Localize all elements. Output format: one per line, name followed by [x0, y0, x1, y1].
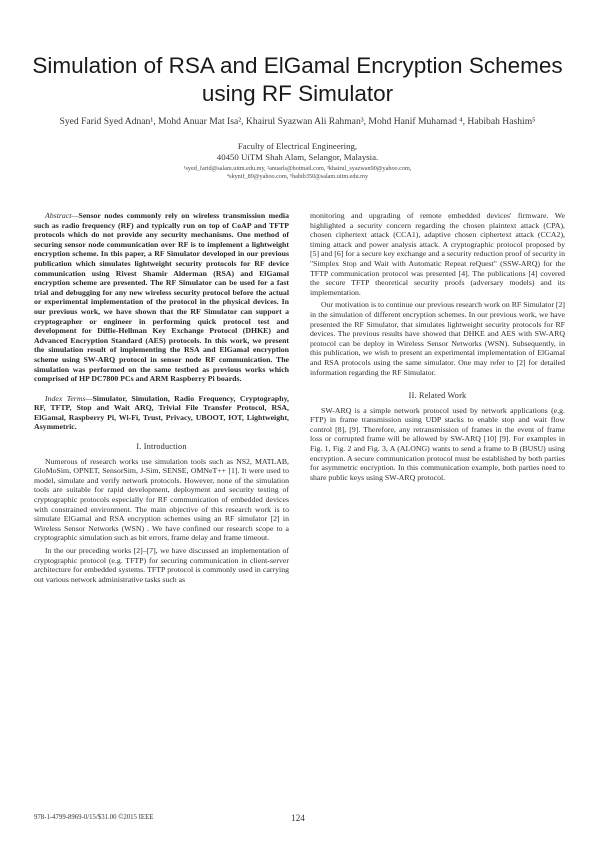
- author-emails: [22, 165, 573, 181]
- emails-line-1: ¹syed_farid@salam.uitm.edu.my, ²anuarls@hotmail.com, ³khairul_syazwan90@yahoo.com,: [183, 165, 412, 172]
- page-number: 124: [291, 813, 305, 823]
- index-terms: [34, 394, 289, 432]
- affiliation: [22, 141, 573, 163]
- abstract-label: Abstract—: [45, 211, 79, 220]
- paper-title: Simulation of RSA and ElGamal Encryption Schemes using RF Simulator: [32, 53, 563, 106]
- section-heading-related-work: II. Related Work: [408, 391, 467, 401]
- intro-paragraph-3: monitoring and upgrading of remote embedded devices' firmware. We highlighted a security concern regarding the chosen plaintext attack (CPA), chosen ciphertext attack (CCA1), adaptive chosen ciphertext attack (CCA2), timing attack and power analysis attack. A cryptographic protocol proposed by [5] and [6] for a secure key exchange and a security reduction proof of security in "Simplex Stop and Wait with Automatic Repeat reQuest" (SSW-ARQ) for the TFTP communication protocol was presented [4]. The publications [4] covered the secure TFTP theoretical security proofs (adversary models) and its implementation.: [310, 211, 565, 297]
- abstract-text: Sensor nodes commonly rely on wireless transmission media such as radio frequency (RF) and typically run on top of CoAP and TFTP protocols which do not provide any security mechanisms. One method of securing sensor node communication over RF is to implement a lightweight encryption scheme. In this paper, a RF Simulator developed in our previous publication which simulates lightweight security protocols for RF device communication using Rivest Shamir Alderman (RSA) and ElGamal encryption scheme are presented. The RF Simulator can be used for a fast trial and debugging for any new wireless security protocol before the actual or experimental implementation of the protocol in the physical devices. In our previous work, we have shown that the RF Simulator can support a cryptographer or engineer in performing quick protocol test and development for Diffie-Hellman Key Exchange Protocol (DHKE) and Advanced Encryption Standard (AES) protocols. In this work, we present the simulation result of implementing the RSA and ElGamal encryption scheme using SW-ARQ protocol in sensor node RF communication. The simulation was performed on the same testbed as previous works which comprised of HP DC7800 PCs and ARM Raspberry Pi boards.: [34, 211, 289, 384]
- related-work-paragraph-1: SW-ARQ is a simple network protocol used by network applications (e.g. FTP) in frame transmission using UDP stacks to enable stop and wait flow control [8], [9]. Therefore, any retransmission of frames in the event of frame loss or corrupted frame will be allowed by SW-ARQ [10] [9]. For examples in Fig. 1, Fig. 2 and Fig. 3, A (ALONG) wants to send a frame to B (BUSU) using encryption. A secure communication protocol must be established by both parties for asymmetric encryption. In this communication example, both parties need to share public keys using SW-ARQ protocol.: [310, 405, 565, 482]
- right-column: [310, 211, 565, 482]
- affiliation-faculty: Faculty of Electrical Engineering,: [237, 141, 358, 151]
- intro-paragraph-2: In the our preceding works [2]–[7], we have discussed an implementation of cryptographic protocol (e.g. TFTP) for securing communication in client-server architecture for embedded systems. TFTP protocol is commonly used in carrying out various network administrative tasks such as: [34, 546, 289, 584]
- index-terms-text: Simulator, Simulation, Radio Frequency, Cryptography, RF, TFTP, Stop and Wait ARQ, Trivial File Transfer Protocol, RSA, ElGamal, Raspberry Pi, Wi-Fi, Trust, Privacy, UBOOT, IOT, Lightweight, Asymmetric.: [34, 393, 289, 432]
- section-heading-introduction: I. Introduction: [136, 442, 187, 452]
- copyright-footer: 978-1-4799-8969-0/15/$31.00 ©2015 IEEE: [34, 814, 154, 821]
- emails-line-2: ⁴skynif_89@yahoo.com, ⁵habib350@salam.uitm.edu.my: [226, 173, 369, 180]
- abstract: [34, 211, 289, 384]
- intro-paragraph-1: Numerous of research works use simulation tools such as NS2, MATLAB, GloMoSim, OPNET, SensorSim, J-Sim, SENSE, OMNeT++ [1]. It were used to model, simulate and verify network protocols. However, none of the simulation tools are suitable for rapid development, deployment and security testing of cryptographic protocols especially for RF communication of embedded devices with constrained environment. The main objective of this research work is to simulate ElGamal and RSA encryption schemes using an RF simulator [2] in Wireless Sensor Networks (WSN) . We have confined our research scope to a cryptographic simulation such as bit errors, frame delay and frame timeout.: [34, 456, 289, 543]
- author-list: Syed Farid Syed Adnan¹, Mohd Anuar Mat Isa², Khairul Syazwan Ali Rahman³, Mohd Hanif Muhamad ⁴, Habibah Hashim⁵: [59, 116, 536, 127]
- affiliation-address: 40450 UiTM Shah Alam, Selangor, Malaysia.: [216, 152, 379, 162]
- intro-paragraph-4: Our motivation is to continue our previous research work on RF Simulator [2] in the simulation of different encryption schemes. In our previous work, we have presented the RF Simulator, that simulates lightweight security protocols for RF devices. The previous results have showed that DHKE and AES with SW-ARQ protocol can be deploy in Wireless Sensor Networks (WSN). Subsequently, in this publication, we wish to present an experimental implementation of ElGamal and RSA protocols using the same simulator. One may refer to [2] for detailed information regarding the RF Simulator.: [310, 300, 565, 377]
- left-column: [34, 211, 289, 584]
- index-terms-label: Index Terms—: [45, 393, 93, 403]
